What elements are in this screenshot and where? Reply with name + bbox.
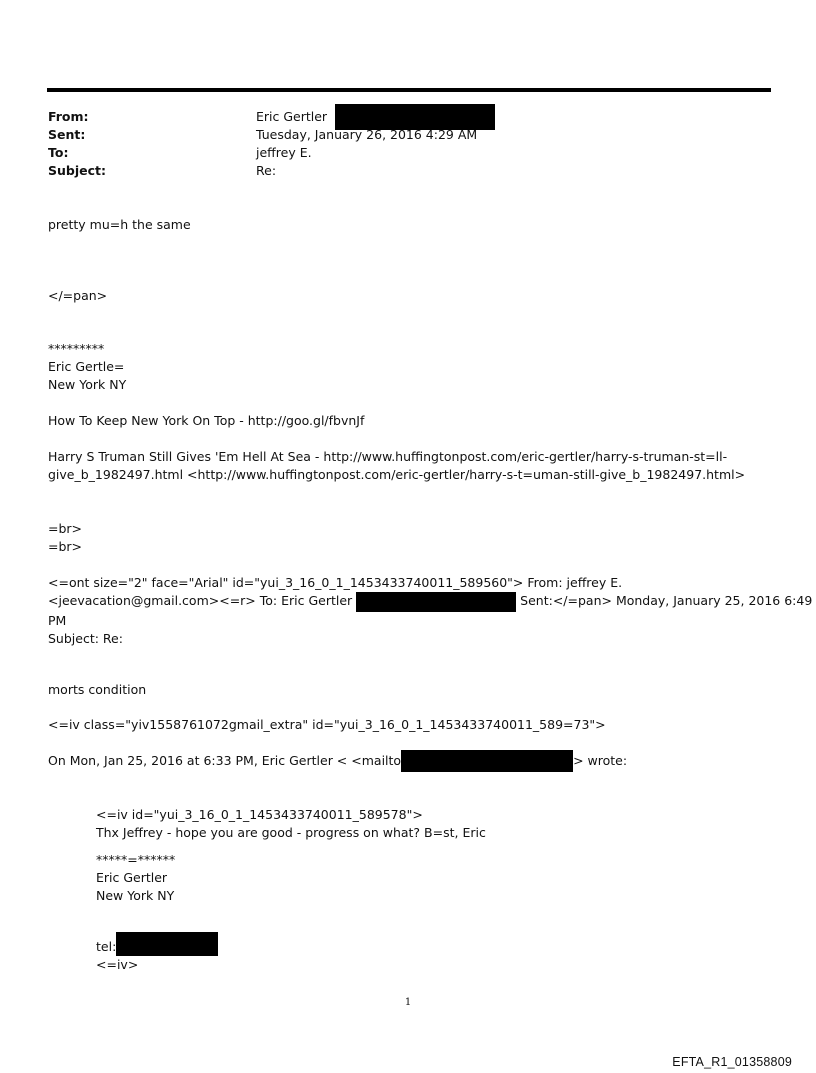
font-tag-line: <=ont size="2" face="Arial" id="yui_3_16_0_1_1453433740011_589560"> From: jeffrey E. [48, 575, 623, 590]
br-tag: =br> [48, 521, 83, 536]
email-header [48, 108, 768, 180]
br-tag: =br> [48, 539, 83, 554]
tel-label: tel: [96, 939, 117, 954]
from-value: Eric Gertler [256, 109, 328, 124]
sent-row [48, 126, 768, 144]
to-label: To: [48, 145, 69, 160]
subject-row [48, 162, 768, 180]
body-text-line: pretty mu=h the same [48, 217, 191, 232]
forward-header-block [48, 574, 813, 648]
redaction-block [401, 750, 573, 772]
reply-intro-line [48, 752, 627, 772]
to-row [48, 144, 768, 162]
to-value: jeffrey E. [256, 145, 312, 160]
quoted-message [96, 806, 486, 974]
quoted-name: Eric Gertler [96, 870, 168, 885]
article-link-line: give_b_1982497.html <http://www.huffingtonpost.com/eric-gertler/harry-s-t=uman-still-give_b_1982497.html> [48, 467, 746, 482]
sent-value: Tuesday, January 26, 2016 4:29 AM [256, 127, 478, 142]
signature-city: New York NY [48, 377, 127, 392]
sent-text: Sent:</=pan> Monday, January 25, 2016 6:49 [520, 593, 813, 608]
signature-name: Eric Gertle= [48, 359, 125, 374]
quoted-stars: *****=****** [96, 852, 176, 867]
from-row [48, 108, 768, 126]
article-link: How To Keep New York On Top - http://goo.gl/fbvnJf [48, 413, 365, 428]
page-number: 1 [404, 997, 412, 1008]
quoted-div-tag: <=iv id="yui_3_16_0_1_1453433740011_589578"> [96, 807, 423, 822]
signature-block [48, 340, 126, 394]
from-label: From: [48, 109, 89, 124]
quoted-text: Thx Jeffrey - hope you are good - progress on what? B=st, Eric [96, 825, 486, 840]
redaction-block [116, 932, 218, 956]
reply-intro-text: On Mon, Jan 25, 2016 at 6:33 PM, Eric Gertler < <mailto [48, 753, 402, 768]
bates-number: EFTA_R1_01358809 [672, 1055, 792, 1069]
quoted-tel-line [96, 938, 486, 956]
quoted-close-div: <=iv> [96, 957, 139, 972]
article-link-block [48, 448, 745, 484]
sent-label: Sent: [48, 127, 86, 142]
article-link-line: Harry S Truman Still Gives 'Em Hell At Sea - http://www.huffingtonpost.com/eric-gertler/harry-s-truman-st=ll- [48, 449, 728, 464]
from-email-text: <jeevacation@gmail.com><=r> To: Eric Gertler [48, 593, 353, 608]
subject-line: Subject: Re: [48, 631, 123, 646]
subject-value: Re: [256, 163, 277, 178]
subject-label: Subject: [48, 163, 106, 178]
signature-stars: ********* [48, 341, 105, 356]
br-block [48, 520, 82, 556]
font-tag-line: PM [48, 613, 67, 628]
quoted-city: New York NY [96, 888, 175, 903]
body-text-line: morts condition [48, 682, 147, 697]
body-text-line: </=pan> [48, 288, 108, 303]
reply-intro-wrote: > wrote: [573, 753, 628, 768]
div-class-line: <=iv class="yiv1558761072gmail_extra" id="yui_3_16_0_1_1453433740011_589=73"> [48, 717, 606, 732]
font-tag-line [48, 592, 813, 612]
redaction-block [356, 592, 516, 612]
header-rule [47, 88, 771, 92]
